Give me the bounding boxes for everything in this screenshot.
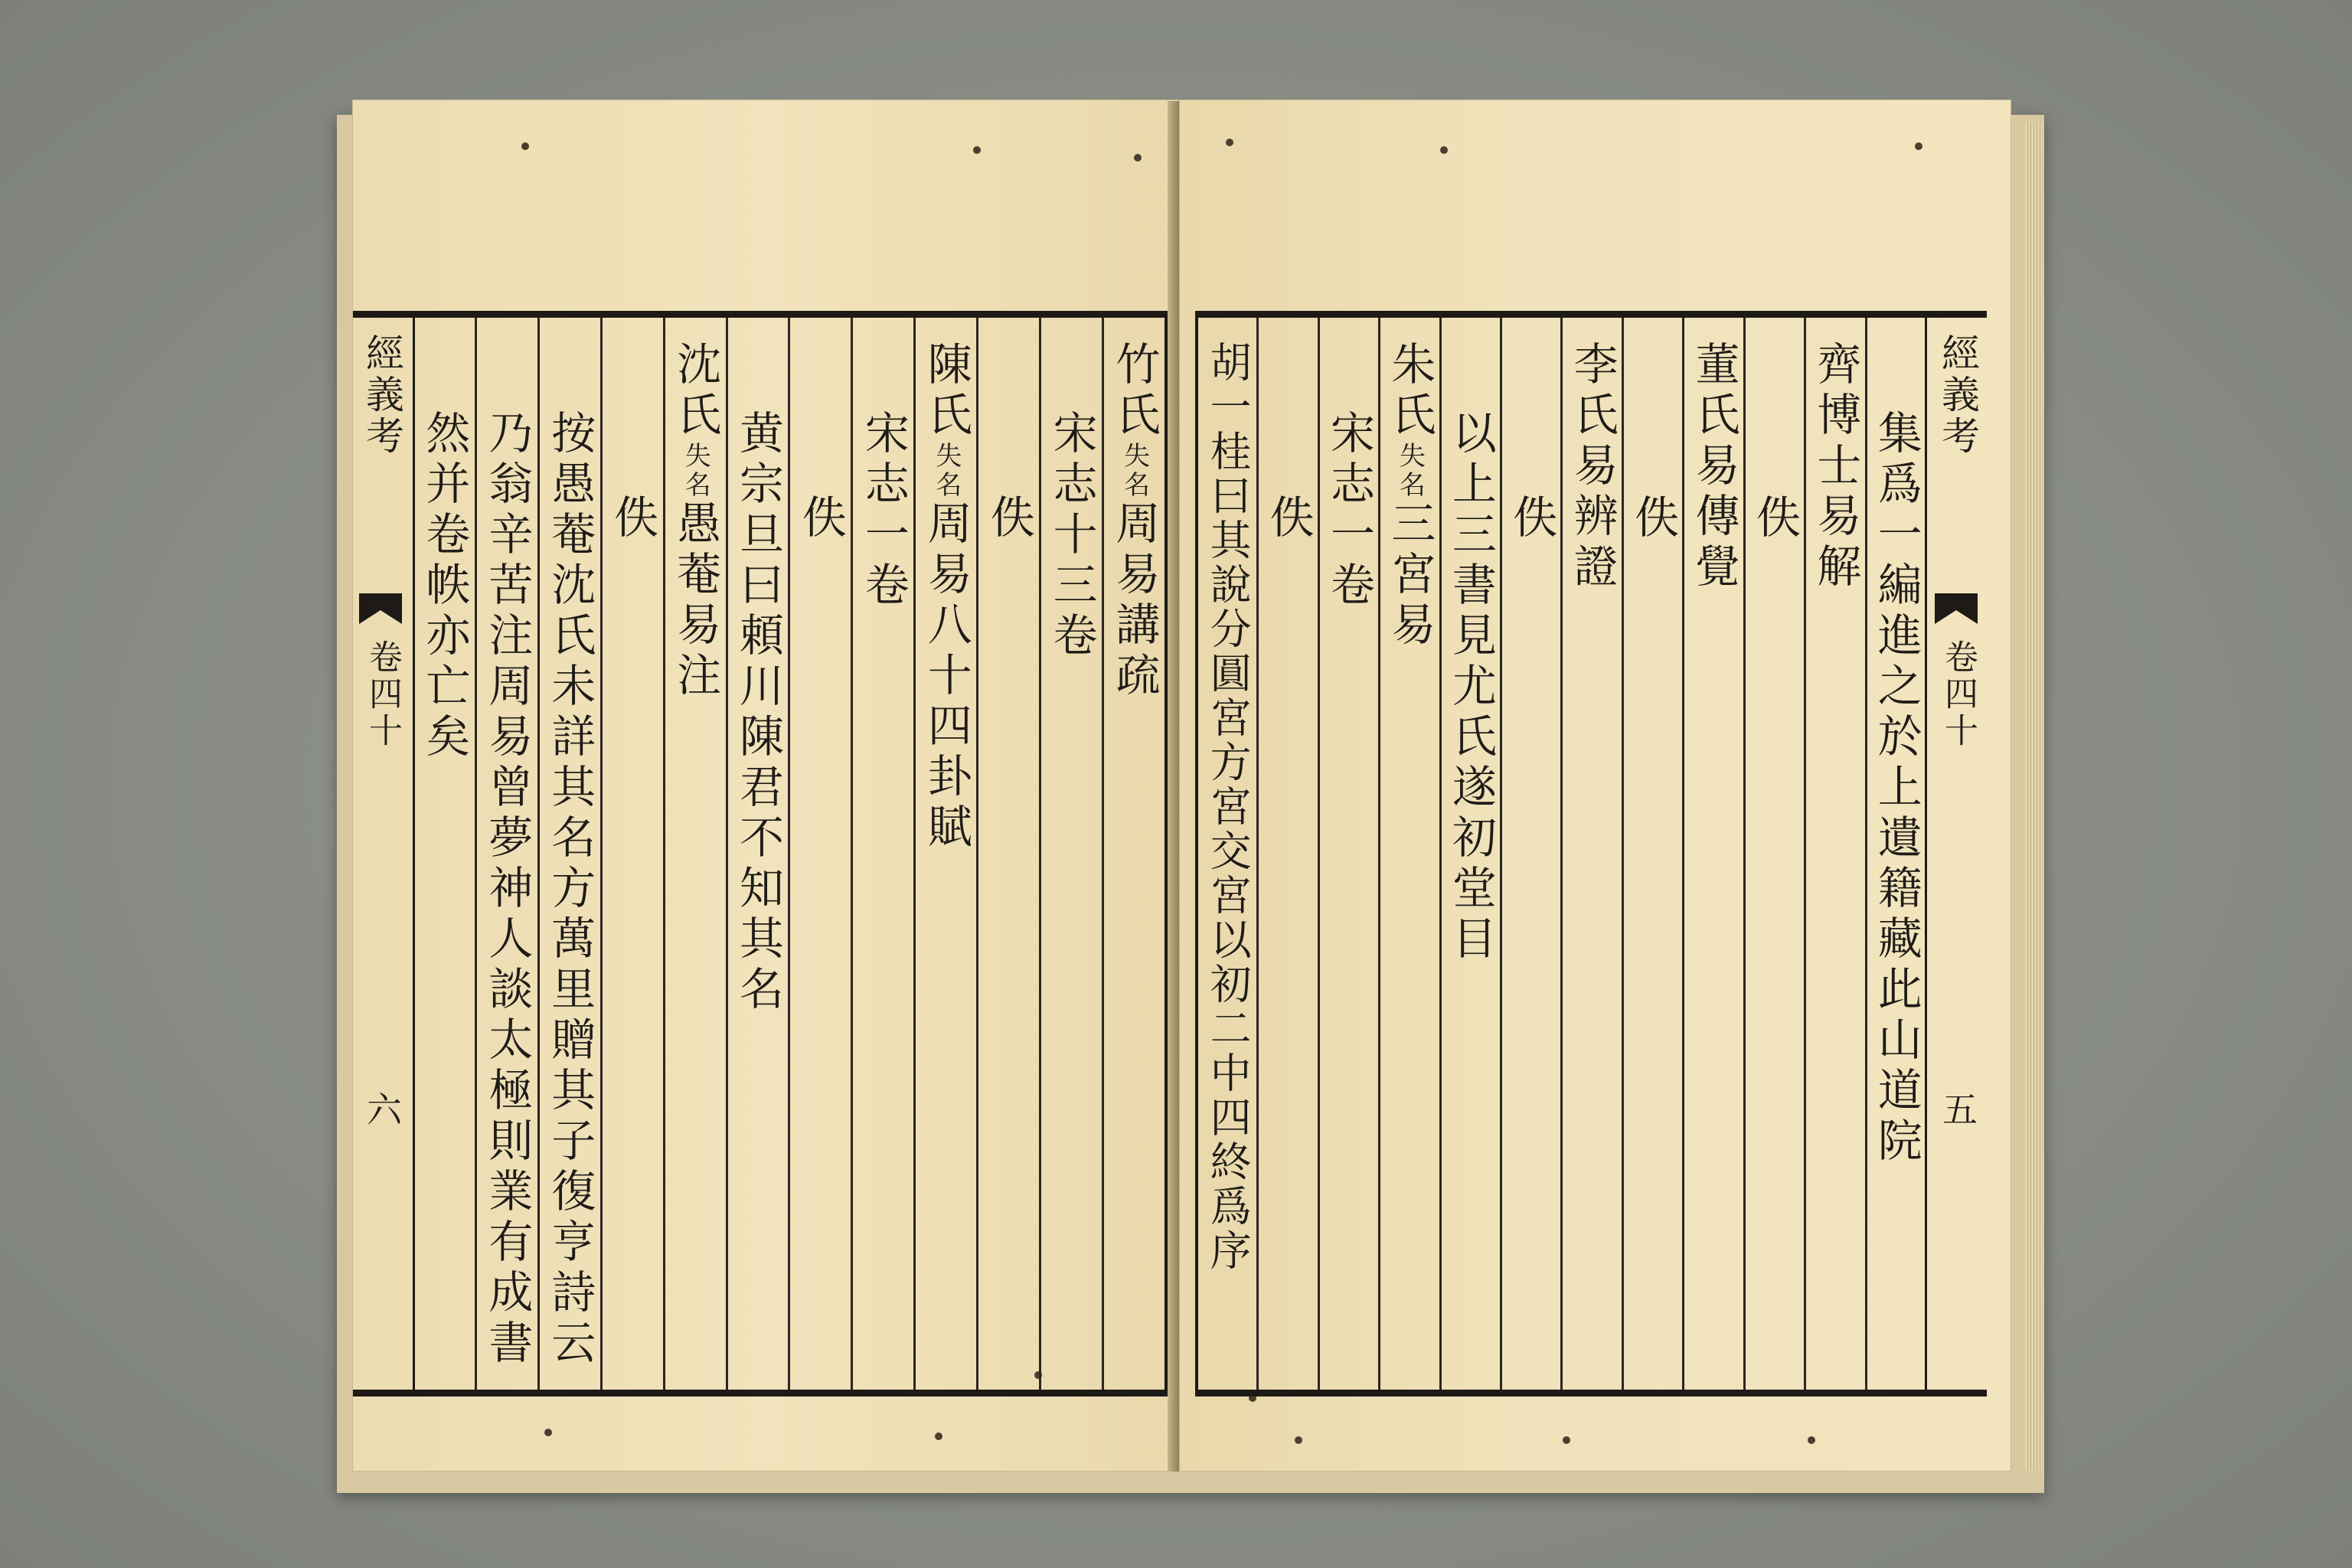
entry-source: 宋志十三卷 — [1045, 410, 1098, 662]
open-book — [337, 92, 2044, 1501]
text-column — [1743, 318, 1804, 1390]
worm-hole — [1563, 1436, 1570, 1444]
text-column — [976, 318, 1039, 1390]
left-text-frame — [353, 311, 1168, 1396]
worm-hole — [1808, 1436, 1815, 1444]
entry-status: 佚 — [794, 494, 847, 544]
text-column — [851, 318, 913, 1390]
book-title: 經義考 — [1936, 333, 1980, 457]
entry-title-cont: 三宮易 — [1383, 500, 1436, 652]
entry-note: 失名 — [1119, 442, 1150, 500]
text-column — [788, 318, 851, 1390]
entry-title: 董氏易傳覺 — [1687, 341, 1740, 593]
worm-hole — [1295, 1436, 1302, 1444]
text-column — [726, 318, 789, 1390]
volume-number: 卷四十 — [1939, 639, 1978, 750]
entry-commentary: 以上三書見尤氏遂初堂目 — [1444, 410, 1497, 965]
text-column — [1439, 318, 1500, 1390]
text-column — [1102, 318, 1165, 1390]
folio-number: 五 — [1937, 1091, 1978, 1126]
worm-hole — [544, 1429, 552, 1436]
text-column — [1622, 318, 1682, 1390]
text-column — [1682, 318, 1743, 1390]
left-text-columns — [414, 318, 1165, 1390]
worm-hole — [935, 1432, 942, 1440]
left-page — [352, 100, 1184, 1472]
entry-commentary: 集爲一編進之於上遺籍藏此山道院 — [1870, 410, 1922, 1168]
worm-hole — [973, 146, 981, 154]
worm-hole — [1440, 146, 1448, 154]
entry-title: 齊博士易解 — [1809, 341, 1862, 593]
entry-note: 失名 — [930, 442, 962, 500]
entry-commentary: 胡一桂曰其說分圓宮方宮交宮以初二中四終爲序 — [1204, 341, 1253, 1273]
entry-status: 佚 — [606, 494, 659, 544]
entry-title: 沈氏 — [669, 341, 722, 442]
entry-title: 朱氏 — [1383, 341, 1436, 442]
entry-title: 李氏易辨證 — [1566, 341, 1619, 593]
text-column — [475, 318, 537, 1390]
folio-number: 六 — [361, 1091, 403, 1126]
text-column — [663, 318, 726, 1390]
worm-hole — [1226, 139, 1233, 146]
entry-commentary: 黄宗旦曰頼川陳君不知其名 — [732, 410, 784, 1016]
text-column — [1500, 318, 1560, 1390]
entry-commentary: 然并卷帙亦亡矣 — [418, 410, 471, 763]
worm-hole — [1134, 154, 1142, 162]
text-column — [1039, 318, 1102, 1390]
fishtail-mark — [359, 593, 402, 624]
entry-title: 陳氏 — [920, 341, 972, 442]
text-column — [913, 318, 976, 1390]
text-column — [1256, 318, 1317, 1390]
right-text-frame — [1195, 311, 1987, 1396]
text-column — [1378, 318, 1439, 1390]
entry-source: 宋志一卷 — [1322, 410, 1375, 612]
text-column — [414, 318, 475, 1390]
fishtail-mark — [1935, 593, 1978, 624]
entry-status: 佚 — [982, 494, 1035, 544]
entry-title: 竹氏 — [1108, 341, 1161, 442]
left-fold-margin — [351, 318, 415, 1390]
entry-commentary: 乃翁辛苦注周易曾夢神人談太極則業有成書 — [481, 410, 534, 1370]
text-column — [1198, 318, 1256, 1390]
right-text-columns — [1198, 318, 1926, 1390]
text-column — [600, 318, 663, 1390]
worm-hole — [1915, 142, 1922, 150]
book-title: 經義考 — [360, 333, 404, 457]
entry-title-cont: 周易八十四卦賦 — [920, 500, 972, 854]
volume-number: 卷四十 — [363, 639, 402, 750]
entry-source: 宋志一卷 — [857, 410, 910, 612]
entry-note: 失名 — [1394, 442, 1426, 500]
right-page-edges — [2025, 122, 2042, 1470]
text-column — [1804, 318, 1864, 1390]
entry-status: 佚 — [1748, 494, 1801, 544]
entry-status: 佚 — [1262, 494, 1315, 544]
entry-title-cont: 周易講疏 — [1108, 500, 1161, 702]
entry-status: 佚 — [1505, 494, 1558, 544]
text-column — [1318, 318, 1378, 1390]
entry-title-cont: 愚菴易注 — [669, 500, 722, 702]
worm-hole — [521, 142, 529, 150]
text-column — [537, 318, 600, 1390]
text-column — [1865, 318, 1926, 1390]
text-column — [1560, 318, 1621, 1390]
entry-note: 失名 — [680, 442, 711, 500]
right-fold-margin — [1925, 318, 1988, 1390]
entry-status: 佚 — [1627, 494, 1680, 544]
entry-commentary: 按愚菴沈氏未詳其名方萬里贈其子復亨詩云 — [544, 410, 596, 1370]
right-page — [1179, 100, 2011, 1472]
